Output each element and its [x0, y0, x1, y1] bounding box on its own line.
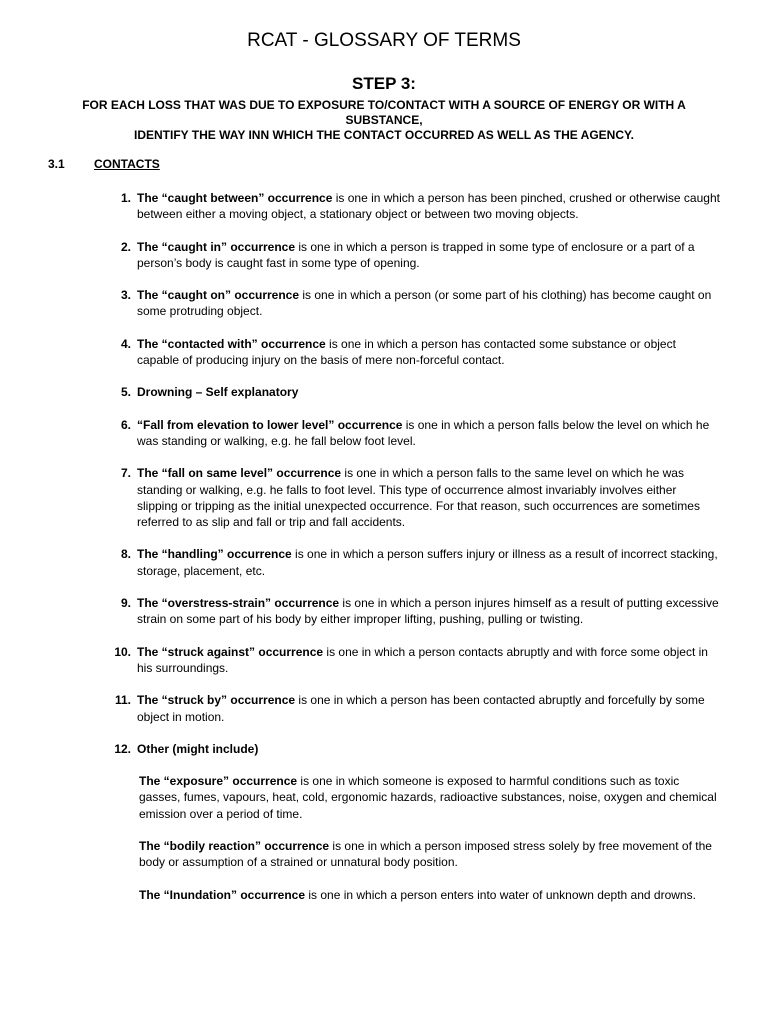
item-number: 3. — [120, 288, 131, 303]
contacts-list — [48, 190, 720, 757]
item-term: The “contacted with” occurrence — [137, 336, 326, 351]
list-item — [48, 465, 720, 530]
item-term: The “handling” occurrence — [137, 547, 292, 562]
item-number: 4. — [120, 336, 131, 351]
other-paragraph — [139, 838, 720, 871]
item-number: 6. — [120, 417, 131, 432]
item-definition: is one in which a person has been contacted abruptly and forcefully by some object in motion. — [137, 693, 705, 724]
section-heading — [48, 157, 720, 172]
list-item — [48, 417, 720, 450]
list-item — [48, 546, 720, 579]
item-definition: is one in which a person (or some part of his clothing) has become caught on some protruding object. — [137, 288, 712, 319]
item-number: 12. — [114, 741, 131, 756]
item-term: Drowning – Self explanatory — [137, 385, 299, 400]
item-definition: is one in which a person falls to the same level on which he was standing or walking, e.g. he falls to foot level. This type of occurrence almost invariably involves either slipping or tripping as the initial unexpected occurrence. For that reason, such occurrences are sometimes referred to as slip and fall or trip and fall accidents. — [137, 466, 700, 530]
item-term: The “struck against” occurrence — [137, 644, 324, 659]
other-term: The “bodily reaction” occurrence — [139, 839, 330, 854]
item-text — [137, 384, 720, 400]
item-number: 5. — [120, 385, 131, 400]
item-text — [137, 336, 720, 369]
list-item — [48, 595, 720, 628]
item-definition: is one in which a person contacts abruptly and with force some object in his surroundings. — [137, 644, 708, 675]
list-item — [48, 336, 720, 369]
document-title: RCAT - GLOSSARY OF TERMS — [247, 30, 521, 51]
item-term: The “caught in” occurrence — [137, 239, 296, 254]
item-text — [137, 546, 720, 579]
item-term: “Fall from elevation to lower level” occurrence — [137, 417, 403, 432]
item-term: Other (might include) — [137, 741, 259, 756]
other-paragraph — [139, 887, 720, 903]
item-number: 9. — [120, 596, 131, 611]
item-term: The “fall on same level” occurrence — [137, 466, 342, 481]
list-item — [48, 239, 720, 272]
item-definition: is one in which a person has been pinched, crushed or otherwise caught between either a moving object, a stationary object or between two moving objects. — [137, 191, 720, 222]
step-subtitle — [48, 98, 720, 143]
item-number: 11. — [114, 693, 131, 708]
item-definition: is one in which a person is trapped in some type of enclosure or a part of a person’s body is caught fast in some type of opening. — [137, 239, 695, 270]
item-term: The “caught on” occurrence — [137, 288, 300, 303]
item-text — [137, 465, 720, 530]
item-text — [137, 287, 720, 320]
item-definition: is one in which a person has contacted some substance or object capable of producing injury on the basis of mere non-forceful contact. — [137, 336, 676, 368]
item-number: 1. — [120, 191, 131, 205]
item-text — [137, 190, 720, 223]
item-number: 2. — [120, 239, 131, 254]
item-number: 7. — [120, 466, 131, 481]
item-text — [137, 239, 720, 272]
list-item — [48, 644, 720, 677]
item-text — [137, 417, 720, 450]
item-number: 10. — [114, 644, 131, 659]
item-text — [137, 595, 720, 628]
other-term: The “Inundation” occurrence — [139, 887, 306, 902]
other-definition: is one in which a person imposed stress solely by free movement of the body or assumption of a strained or unnatural body position. — [139, 839, 712, 870]
item-number: 8. — [120, 547, 131, 562]
subtitle-line-2: IDENTIFY THE WAY INN WHICH THE CONTACT OCCURRED AS WELL AS THE AGENCY. — [133, 128, 635, 142]
other-term: The “exposure” occurrence — [139, 774, 298, 789]
other-definition: is one in which a person enters into water of unknown depth and drowns. — [305, 887, 696, 902]
list-item — [48, 190, 720, 223]
list-item — [48, 741, 720, 757]
other-paragraph — [139, 773, 720, 822]
item-text — [137, 741, 720, 757]
list-item — [48, 287, 720, 320]
section-title: CONTACTS — [94, 157, 160, 171]
item-definition: is one in which a person injures himself as a result of putting excessive strain on some part of his body by either improper lifting, pushing, pulling or twisting. — [137, 596, 719, 627]
item-term: The “struck by” occurrence — [137, 693, 296, 708]
item-text — [137, 692, 720, 725]
section-number: 3.1 — [48, 157, 65, 171]
item-term: The “caught between” occurrence — [137, 191, 333, 205]
item-definition: is one in which a person suffers injury or illness as a result of incorrect stacking, storage, placement, etc. — [137, 547, 718, 578]
step-title: STEP 3: — [352, 74, 416, 93]
list-item — [48, 384, 720, 400]
item-text — [137, 644, 720, 677]
item-term: The “overstress-strain” occurrence — [137, 596, 340, 611]
subtitle-line-1: FOR EACH LOSS THAT WAS DUE TO EXPOSURE TO/CONTACT WITH A SOURCE OF ENERGY OR WITH A SUBSTANCE, — [82, 98, 686, 127]
other-definition: is one in which someone is exposed to harmful conditions such as toxic gasses, fumes, vapours, heat, cold, ergonomic hazards, radioactive substances, noise, oxygen and chemical emission over a period of time. — [139, 774, 717, 821]
item-definition: is one in which a person falls below the level on which he was standing or walking, e.g. he fall below foot level. — [137, 417, 710, 448]
list-item — [48, 692, 720, 725]
